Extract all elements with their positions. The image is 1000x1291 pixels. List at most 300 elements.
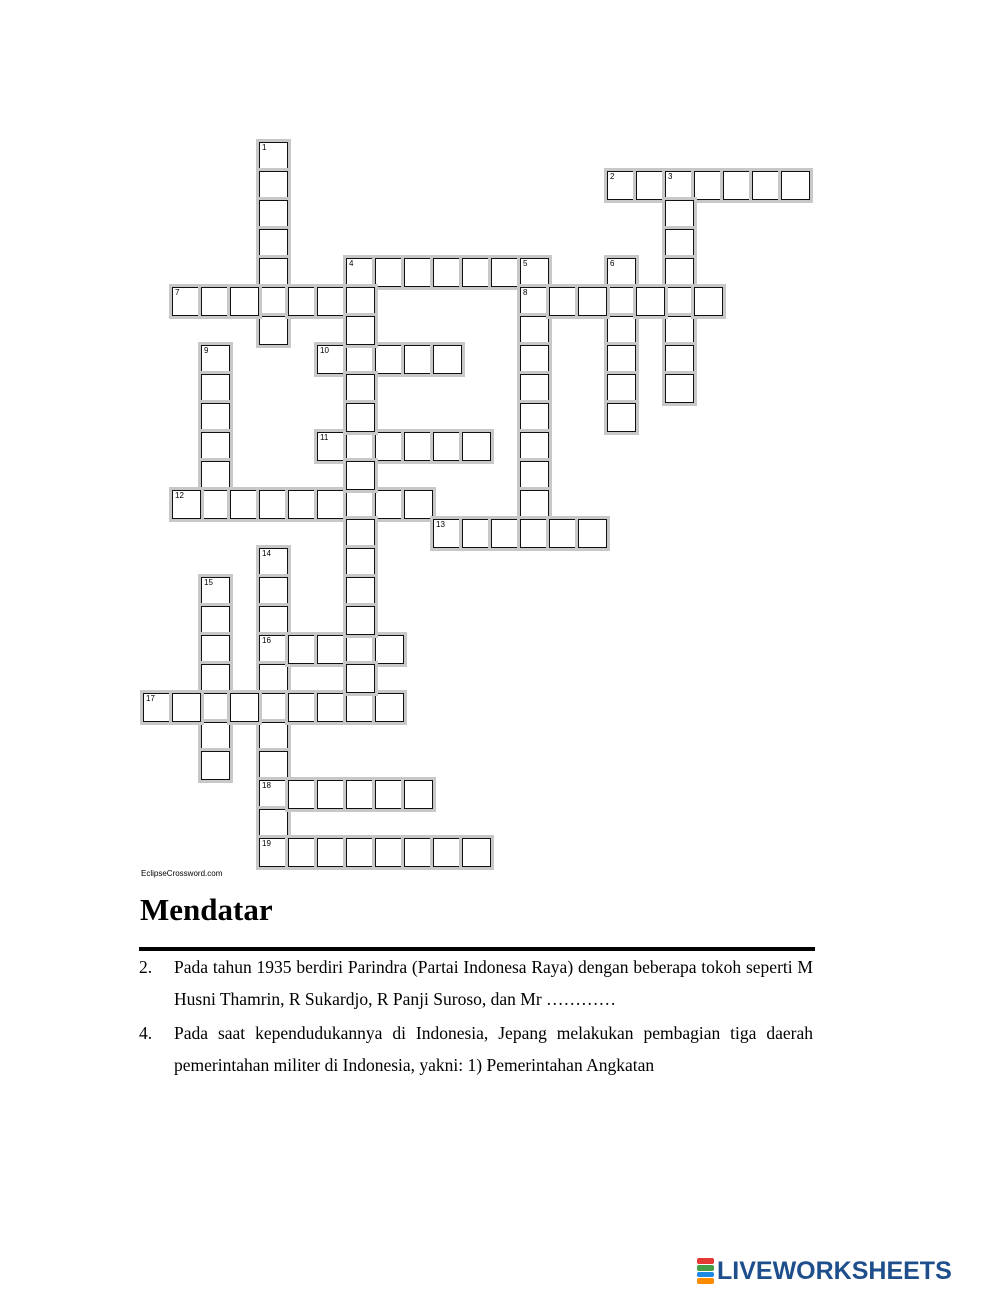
crossword-letter-input[interactable] — [347, 781, 374, 808]
crossword-letter-input[interactable] — [289, 636, 316, 663]
crossword-letter-input[interactable] — [550, 288, 577, 315]
crossword-cell[interactable] — [520, 316, 549, 345]
crossword-cell[interactable] — [288, 780, 317, 809]
crossword-cell[interactable] — [346, 664, 375, 693]
crossword-cell[interactable] — [404, 838, 433, 867]
crossword-letter-input[interactable] — [463, 520, 490, 547]
crossword-cell[interactable] — [259, 780, 288, 809]
crossword-cell[interactable] — [230, 693, 259, 722]
crossword-letter-input[interactable] — [202, 491, 229, 518]
crossword-letter-input[interactable] — [347, 665, 374, 692]
crossword-cell[interactable] — [201, 490, 230, 519]
crossword-cell[interactable] — [201, 635, 230, 664]
crossword-cell[interactable] — [201, 345, 230, 374]
section-heading: Mendatar — [140, 892, 273, 927]
crossword-letter-input[interactable] — [550, 520, 577, 547]
crossword-letter-input[interactable] — [260, 665, 287, 692]
crossword-cell[interactable] — [375, 432, 404, 461]
crossword-letter-input[interactable] — [753, 172, 780, 199]
crossword-cell[interactable] — [230, 490, 259, 519]
crossword-letter-input[interactable] — [405, 839, 432, 866]
crossword-letter-input[interactable] — [347, 317, 374, 344]
crossword-letter-input[interactable] — [608, 317, 635, 344]
crossword-letter-input[interactable] — [318, 346, 345, 373]
crossword-letter-input[interactable] — [434, 259, 461, 286]
crossword-letter-input[interactable] — [405, 433, 432, 460]
crossword-cell[interactable] — [375, 838, 404, 867]
crossword-letter-input[interactable] — [608, 375, 635, 402]
crossword-cell[interactable] — [259, 490, 288, 519]
crossword-letter-input[interactable] — [202, 433, 229, 460]
crossword-letter-input[interactable] — [376, 839, 403, 866]
crossword-letter-input[interactable] — [521, 288, 548, 315]
crossword-cell[interactable] — [259, 287, 288, 316]
crossword-cell[interactable] — [549, 287, 578, 316]
crossword-cell[interactable] — [259, 693, 288, 722]
crossword-letter-input[interactable] — [463, 839, 490, 866]
crossword-cell[interactable] — [520, 461, 549, 490]
crossword-cell[interactable] — [317, 693, 346, 722]
crossword-cell[interactable] — [781, 171, 810, 200]
crossword-cell[interactable] — [259, 200, 288, 229]
crossword-letter-input[interactable] — [608, 346, 635, 373]
crossword-cell[interactable] — [346, 432, 375, 461]
crossword-letter-input[interactable] — [260, 607, 287, 634]
crossword-letter-input[interactable] — [492, 520, 519, 547]
crossword-letter-input[interactable] — [202, 636, 229, 663]
crossword-letter-input[interactable] — [289, 781, 316, 808]
crossword-cell[interactable] — [346, 548, 375, 577]
crossword-cell[interactable] — [172, 693, 201, 722]
crossword-cell[interactable] — [259, 316, 288, 345]
crossword-cell[interactable] — [201, 577, 230, 606]
crossword-letter-input[interactable] — [289, 839, 316, 866]
clue-text: Pada tahun 1935 berdiri Parindra (Partai Indonesa Raya) dengan beberapa tokoh seperti M Husni Thamrin, R Sukardjo, R Panji Suroso, dan Mr ………… — [174, 957, 813, 1009]
logo-block — [697, 1258, 714, 1264]
crossword-cell[interactable] — [694, 287, 723, 316]
crossword-letter-input[interactable] — [318, 839, 345, 866]
crossword-letter-input[interactable] — [695, 288, 722, 315]
crossword-cell[interactable] — [665, 287, 694, 316]
crossword-cell[interactable] — [259, 229, 288, 258]
crossword-letter-input[interactable] — [202, 288, 229, 315]
crossword-cell[interactable] — [346, 461, 375, 490]
crossword-cell[interactable] — [433, 432, 462, 461]
crossword-cell[interactable] — [520, 490, 549, 519]
crossword-cell[interactable] — [259, 838, 288, 867]
crossword-letter-input[interactable] — [347, 839, 374, 866]
crossword-cell[interactable] — [665, 345, 694, 374]
crossword-cell[interactable] — [665, 229, 694, 258]
crossword-cell[interactable] — [607, 316, 636, 345]
crossword-cell[interactable] — [201, 432, 230, 461]
crossword-letter-input[interactable] — [260, 810, 287, 837]
crossword-letter-input[interactable] — [376, 259, 403, 286]
crossword-cell[interactable] — [433, 519, 462, 548]
crossword-cell[interactable] — [665, 316, 694, 345]
crossword-cell[interactable] — [201, 751, 230, 780]
clue-number-label: 2 — [610, 172, 615, 181]
crossword-letter-input[interactable] — [260, 578, 287, 605]
crossword-letter-input[interactable] — [202, 723, 229, 750]
crossword-letter-input[interactable] — [318, 781, 345, 808]
clue-number-label: 9 — [204, 346, 209, 355]
crossword-letter-input[interactable] — [202, 404, 229, 431]
crossword-letter-input[interactable] — [260, 781, 287, 808]
crossword-cell[interactable] — [201, 693, 230, 722]
crossword-letter-input[interactable] — [347, 259, 374, 286]
crossword-letter-input[interactable] — [521, 433, 548, 460]
crossword-letter-input[interactable] — [173, 288, 200, 315]
crossword-letter-input[interactable] — [289, 694, 316, 721]
crossword-letter-input[interactable] — [608, 259, 635, 286]
crossword-letter-input[interactable] — [347, 462, 374, 489]
crossword-cell[interactable] — [317, 345, 346, 374]
crossword-letter-input[interactable] — [405, 491, 432, 518]
clue-number-label: 16 — [262, 636, 271, 645]
crossword-letter-input[interactable] — [434, 839, 461, 866]
crossword-cell[interactable] — [607, 287, 636, 316]
crossword-cell[interactable] — [346, 780, 375, 809]
crossword-letter-input[interactable] — [260, 288, 287, 315]
crossword-cell[interactable] — [520, 403, 549, 432]
brand-name: LIVEWORKSHEETS — [717, 1256, 952, 1285]
crossword-cell[interactable] — [607, 345, 636, 374]
crossword-letter-input[interactable] — [405, 259, 432, 286]
crossword-letter-input[interactable] — [347, 549, 374, 576]
crossword-letter-input[interactable] — [405, 346, 432, 373]
crossword-cell[interactable] — [259, 722, 288, 751]
crossword-cell[interactable] — [172, 287, 201, 316]
liveworksheets-brand — [697, 1256, 952, 1286]
logo-block — [697, 1265, 714, 1271]
crossword-letter-input[interactable] — [666, 288, 693, 315]
crossword-cell[interactable] — [375, 693, 404, 722]
crossword-cell[interactable] — [259, 577, 288, 606]
crossword-letter-input[interactable] — [347, 578, 374, 605]
crossword-cell[interactable] — [259, 664, 288, 693]
crossword-letter-input[interactable] — [144, 694, 171, 721]
crossword-letter-input[interactable] — [347, 346, 374, 373]
clue-text: Pada saat kependudukannya di Indonesia, Jepang melakukan pembagian tiga daerah pemerintahan militer di Indonesia, yakni: 1) Pemerintahan Angkatan — [174, 1023, 813, 1075]
crossword-cell[interactable] — [346, 577, 375, 606]
crossword-letter-input[interactable] — [260, 636, 287, 663]
crossword-cell[interactable] — [665, 374, 694, 403]
crossword-letter-input[interactable] — [173, 694, 200, 721]
clue-number-label: 15 — [204, 578, 213, 587]
crossword-cell[interactable] — [723, 171, 752, 200]
clue-number-label: 11 — [320, 433, 329, 442]
crossword-cell[interactable] — [288, 838, 317, 867]
crossword-letter-input[interactable] — [637, 172, 664, 199]
crossword-cell[interactable] — [665, 200, 694, 229]
crossword-credit: EclipseCrossword.com — [141, 869, 223, 878]
crossword-letter-input[interactable] — [376, 433, 403, 460]
crossword-letter-input[interactable] — [521, 462, 548, 489]
crossword-cell[interactable] — [375, 780, 404, 809]
crossword-cell[interactable] — [346, 635, 375, 664]
crossword-letter-input[interactable] — [202, 694, 229, 721]
clue-number-label: 14 — [262, 549, 271, 558]
logo-block — [697, 1272, 714, 1278]
crossword-letter-input[interactable] — [463, 433, 490, 460]
crossword-letter-input[interactable] — [521, 317, 548, 344]
crossword-cell[interactable] — [201, 606, 230, 635]
crossword-letter-input[interactable] — [434, 520, 461, 547]
crossword-cell[interactable] — [201, 722, 230, 751]
crossword-letter-input[interactable] — [202, 607, 229, 634]
clue-number-label: 3 — [668, 172, 673, 181]
crossword-cell[interactable] — [491, 258, 520, 287]
crossword-letter-input[interactable] — [289, 288, 316, 315]
clue-number-label: 8 — [523, 288, 528, 297]
crossword-letter-input[interactable] — [376, 694, 403, 721]
crossword-cell[interactable] — [259, 548, 288, 577]
crossword-cell[interactable] — [346, 519, 375, 548]
crossword-letter-input[interactable] — [666, 259, 693, 286]
crossword-cell[interactable] — [143, 693, 172, 722]
crossword-cell[interactable] — [433, 838, 462, 867]
crossword-cell[interactable] — [288, 490, 317, 519]
crossword-letter-input[interactable] — [521, 346, 548, 373]
crossword-letter-input[interactable] — [347, 491, 374, 518]
crossword-letter-input[interactable] — [376, 781, 403, 808]
liveworksheets-logo-icon — [697, 1258, 714, 1284]
crossword-letter-input[interactable] — [521, 491, 548, 518]
crossword-cell[interactable] — [346, 838, 375, 867]
crossword-cell[interactable] — [346, 258, 375, 287]
crossword-cell[interactable] — [201, 461, 230, 490]
crossword-letter-input[interactable] — [347, 433, 374, 460]
crossword-cell[interactable] — [259, 171, 288, 200]
crossword-letter-input[interactable] — [521, 375, 548, 402]
crossword-cell[interactable] — [288, 287, 317, 316]
crossword-letter-input[interactable] — [608, 172, 635, 199]
crossword-cell[interactable] — [201, 374, 230, 403]
crossword-letter-input[interactable] — [521, 259, 548, 286]
crossword-letter-input[interactable] — [376, 346, 403, 373]
crossword-letter-input[interactable] — [434, 433, 461, 460]
crossword-cell[interactable] — [259, 142, 288, 171]
crossword-letter-input[interactable] — [260, 230, 287, 257]
crossword-cell[interactable] — [201, 664, 230, 693]
crossword-letter-input[interactable] — [521, 404, 548, 431]
crossword-letter-input[interactable] — [492, 259, 519, 286]
crossword-cell[interactable] — [346, 287, 375, 316]
crossword-cell[interactable] — [346, 345, 375, 374]
crossword-cell[interactable] — [404, 780, 433, 809]
clue-number-label: 12 — [175, 491, 184, 500]
crossword-letter-input[interactable] — [666, 230, 693, 257]
crossword-letter-input[interactable] — [608, 404, 635, 431]
crossword-letter-input[interactable] — [318, 433, 345, 460]
crossword-letter-input[interactable] — [463, 259, 490, 286]
clue-item — [139, 1017, 813, 1081]
crossword-cell[interactable] — [462, 519, 491, 548]
clue-number-label: 19 — [262, 839, 271, 848]
crossword-cell[interactable] — [462, 258, 491, 287]
crossword-cell[interactable] — [317, 780, 346, 809]
crossword-letter-input[interactable] — [347, 288, 374, 315]
crossword-cell[interactable] — [375, 635, 404, 664]
crossword-cell[interactable] — [520, 519, 549, 548]
crossword-letter-input[interactable] — [637, 288, 664, 315]
crossword-cell[interactable] — [259, 751, 288, 780]
clue-number-label: 6 — [610, 259, 615, 268]
crossword-letter-input[interactable] — [347, 404, 374, 431]
crossword-cell[interactable] — [346, 693, 375, 722]
crossword-cell[interactable] — [636, 171, 665, 200]
crossword-cell[interactable] — [578, 287, 607, 316]
crossword-cell[interactable] — [665, 258, 694, 287]
crossword-letter-input[interactable] — [666, 375, 693, 402]
crossword-cell[interactable] — [375, 258, 404, 287]
crossword-letter-input[interactable] — [666, 201, 693, 228]
clue-number-label: 1 — [262, 143, 267, 152]
crossword-cell[interactable] — [172, 490, 201, 519]
crossword-letter-input[interactable] — [260, 839, 287, 866]
crossword-cell[interactable] — [607, 403, 636, 432]
crossword-cell[interactable] — [549, 519, 578, 548]
crossword-letter-input[interactable] — [666, 172, 693, 199]
crossword-letter-input[interactable] — [666, 346, 693, 373]
crossword-cell[interactable] — [578, 519, 607, 548]
crossword-letter-input[interactable] — [347, 636, 374, 663]
crossword-letter-input[interactable] — [376, 636, 403, 663]
clue-number-label: 18 — [262, 781, 271, 790]
crossword-letter-input[interactable] — [318, 636, 345, 663]
crossword-letter-input[interactable] — [405, 781, 432, 808]
crossword-letter-input[interactable] — [202, 375, 229, 402]
crossword-cell[interactable] — [346, 403, 375, 432]
crossword-cell[interactable] — [346, 606, 375, 635]
crossword-cell[interactable] — [665, 171, 694, 200]
crossword-letter-input[interactable] — [347, 520, 374, 547]
crossword-cell[interactable] — [433, 258, 462, 287]
crossword-cell[interactable] — [288, 693, 317, 722]
crossword-letter-input[interactable] — [347, 607, 374, 634]
crossword-cell[interactable] — [520, 345, 549, 374]
crossword-letter-input[interactable] — [202, 752, 229, 779]
crossword-cell[interactable] — [317, 432, 346, 461]
crossword-letter-input[interactable] — [434, 346, 461, 373]
clue-item — [139, 951, 813, 1015]
crossword-letter-input[interactable] — [260, 549, 287, 576]
crossword-letter-input[interactable] — [260, 694, 287, 721]
clue-number-label: 17 — [146, 694, 155, 703]
crossword-cell[interactable] — [404, 345, 433, 374]
crossword-cell[interactable] — [201, 287, 230, 316]
crossword-cell[interactable] — [607, 374, 636, 403]
crossword-letter-input[interactable] — [260, 752, 287, 779]
crossword-cell[interactable] — [636, 287, 665, 316]
crossword-cell[interactable] — [520, 287, 549, 316]
crossword-letter-input[interactable] — [376, 491, 403, 518]
crossword-cell[interactable] — [404, 490, 433, 519]
clue-number: 2. — [139, 957, 153, 977]
crossword-letter-input[interactable] — [318, 694, 345, 721]
crossword-letter-input[interactable] — [202, 578, 229, 605]
crossword-letter-input[interactable] — [695, 172, 722, 199]
crossword-letter-input[interactable] — [318, 491, 345, 518]
crossword-cell[interactable] — [462, 432, 491, 461]
crossword-cell[interactable] — [317, 287, 346, 316]
crossword-cell[interactable] — [201, 403, 230, 432]
crossword-cell[interactable] — [317, 490, 346, 519]
crossword-letter-input[interactable] — [260, 723, 287, 750]
crossword-cell[interactable] — [317, 838, 346, 867]
crossword-cell[interactable] — [462, 838, 491, 867]
clue-number-label: 10 — [320, 346, 329, 355]
crossword-cell[interactable] — [404, 258, 433, 287]
crossword-cell[interactable] — [491, 519, 520, 548]
crossword-letter-input[interactable] — [202, 346, 229, 373]
crossword-cell[interactable] — [607, 258, 636, 287]
crossword-letter-input[interactable] — [666, 317, 693, 344]
crossword-letter-input[interactable] — [202, 462, 229, 489]
crossword-letter-input[interactable] — [782, 172, 809, 199]
crossword-letter-input[interactable] — [260, 491, 287, 518]
clue-number-label: 4 — [349, 259, 354, 268]
crossword-letter-input[interactable] — [289, 491, 316, 518]
crossword-cell[interactable] — [259, 809, 288, 838]
crossword-letter-input[interactable] — [173, 491, 200, 518]
crossword-cell[interactable] — [346, 316, 375, 345]
crossword-letter-input[interactable] — [231, 694, 258, 721]
crossword-letter-input[interactable] — [608, 288, 635, 315]
crossword-cell[interactable] — [317, 635, 346, 664]
crossword-letter-input[interactable] — [347, 694, 374, 721]
crossword-cell[interactable] — [520, 258, 549, 287]
crossword-letter-input[interactable] — [231, 491, 258, 518]
crossword-cell[interactable] — [230, 287, 259, 316]
crossword-letter-input[interactable] — [260, 259, 287, 286]
crossword-cell[interactable] — [752, 171, 781, 200]
crossword-letter-input[interactable] — [202, 665, 229, 692]
crossword-cell[interactable] — [607, 171, 636, 200]
crossword-cell[interactable] — [346, 374, 375, 403]
crossword-letter-input[interactable] — [724, 172, 751, 199]
crossword-cell[interactable] — [346, 490, 375, 519]
crossword-cell[interactable] — [520, 374, 549, 403]
crossword-letter-input[interactable] — [260, 317, 287, 344]
clue-number-label: 13 — [436, 520, 445, 529]
crossword-cell[interactable] — [520, 432, 549, 461]
crossword-letter-input[interactable] — [260, 172, 287, 199]
clue-number: 4. — [139, 1023, 153, 1043]
crossword-cell[interactable] — [288, 635, 317, 664]
crossword-cell[interactable] — [259, 635, 288, 664]
crossword-letter-input[interactable] — [231, 288, 258, 315]
crossword-letter-input[interactable] — [347, 375, 374, 402]
crossword-cell[interactable] — [694, 171, 723, 200]
crossword-letter-input[interactable] — [318, 288, 345, 315]
clue-number-label: 5 — [523, 259, 528, 268]
crossword-cell[interactable] — [404, 432, 433, 461]
crossword-cell[interactable] — [375, 490, 404, 519]
logo-block — [697, 1278, 714, 1284]
crossword-cell[interactable] — [433, 345, 462, 374]
crossword-cell[interactable] — [259, 258, 288, 287]
crossword-cell[interactable] — [375, 345, 404, 374]
crossword-letter-input[interactable] — [579, 288, 606, 315]
crossword-letter-input[interactable] — [260, 143, 287, 170]
crossword-letter-input[interactable] — [260, 201, 287, 228]
crossword-letter-input[interactable] — [579, 520, 606, 547]
clue-number-label: 7 — [175, 288, 180, 297]
crossword-cell[interactable] — [259, 606, 288, 635]
crossword-letter-input[interactable] — [521, 520, 548, 547]
